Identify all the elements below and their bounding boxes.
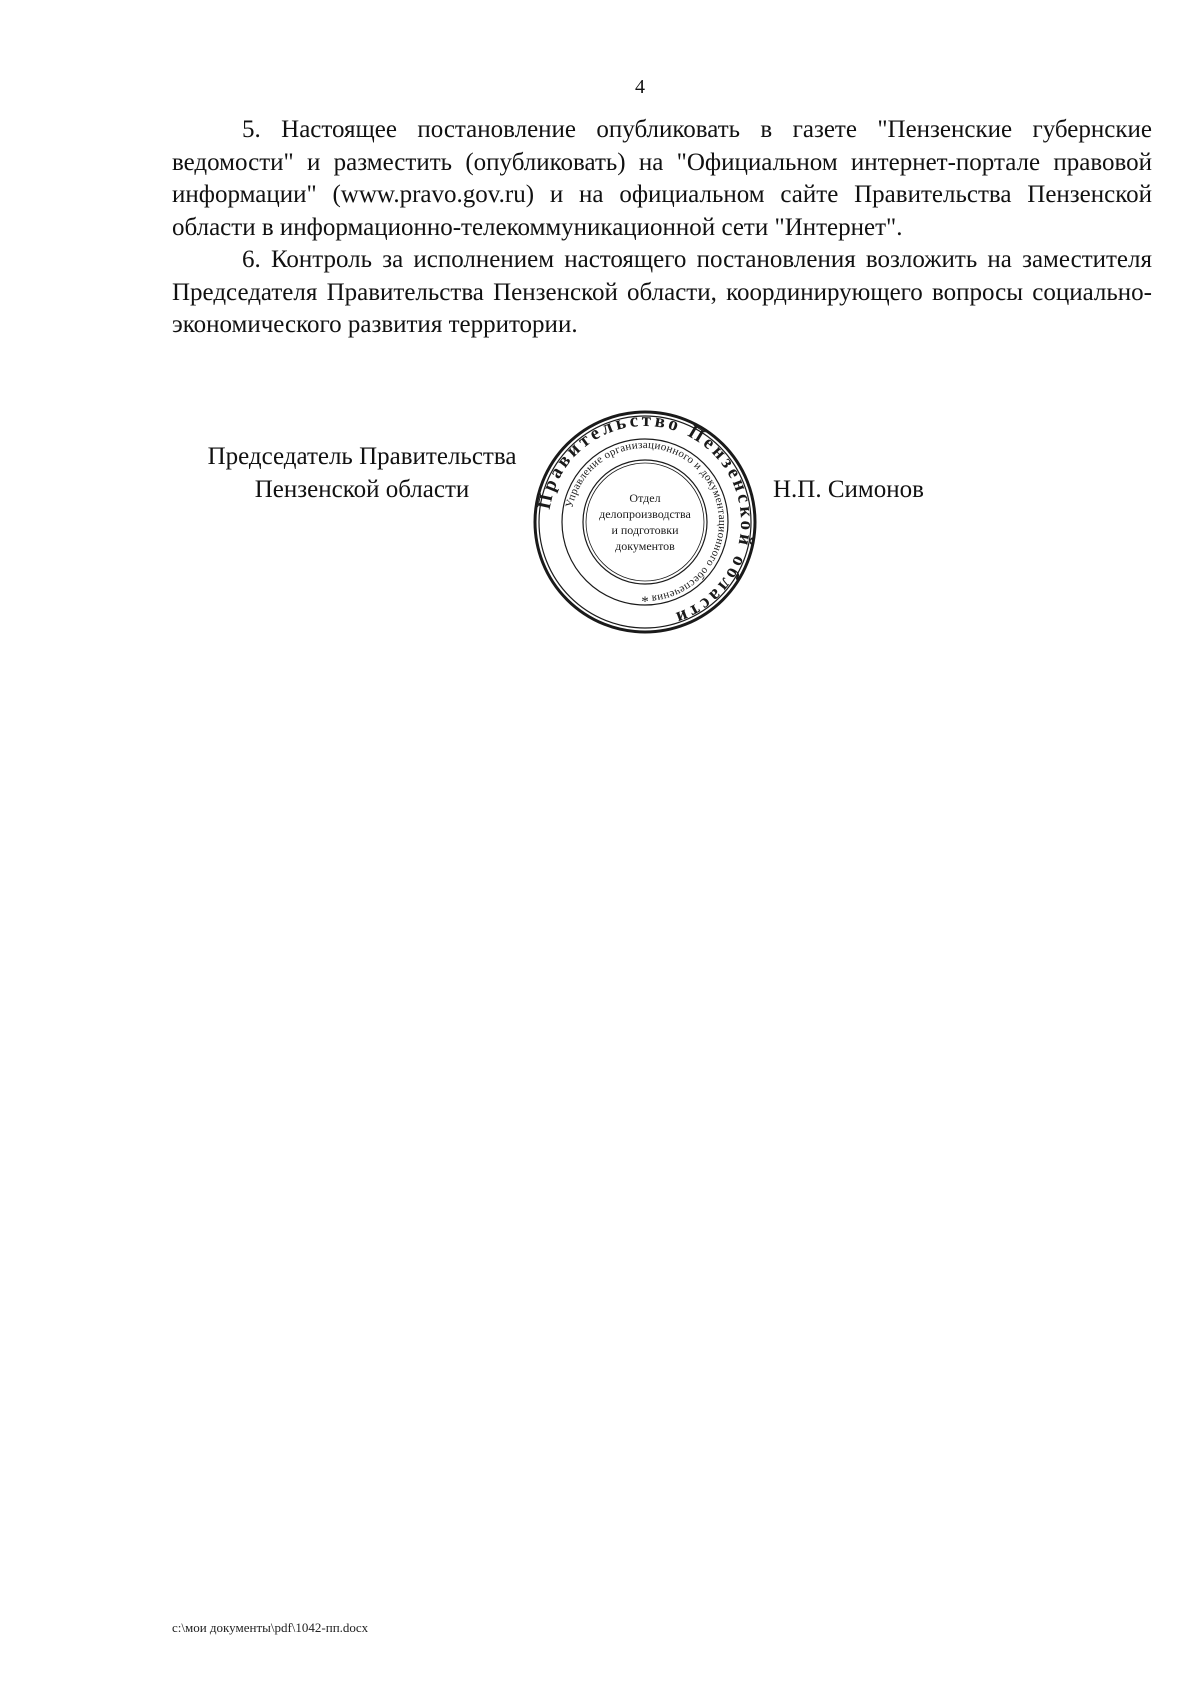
paragraph-5 (172, 114, 1152, 244)
signer-title-line-2: Пензенской области (254, 476, 470, 503)
paragraph-text: Настоящее постановление опубликовать в газете "Пензенские губернские ведомости" и разместить (опубликовать) на "Официальном интернет-портале правовой информации" (www.pravo.gov.ru) и на официальном сайте Правительства Пензенской области в информационно-телекоммуникационной сети "Интернет". (172, 116, 1153, 241)
stamp-star-icon: * (641, 594, 649, 610)
signature-block (0, 400, 1200, 640)
paragraph-number: 5. (242, 116, 261, 143)
signer-title-line-1: Председатель Правительства (207, 443, 517, 470)
paragraph-6 (172, 244, 1152, 342)
stamp-inner-ring-text: Управление организационного и документационного обеспечения (563, 438, 729, 605)
page-number: 4 (635, 76, 645, 98)
stamp-outer-text: Правительство Пензенской области (533, 409, 758, 630)
stamp-center-line-3: и подготовки (611, 523, 679, 537)
stamp-center-line-2: делопроизводства (599, 507, 691, 521)
stamp-seal-icon (530, 407, 760, 637)
stamp-center-line-1: Отдел (629, 491, 661, 505)
paragraph-text: Контроль за исполнением настоящего постановления возложить на заместителя Председателя Правительства Пензенской области, координирующего вопросы социально-экономического развития территории. (172, 246, 1152, 338)
body-text (172, 114, 1152, 342)
paragraph-number: 6. (242, 246, 261, 273)
stamp-center-line-4: документов (615, 539, 675, 553)
signer-title (182, 440, 542, 506)
signer-name: Н.П. Симонов (773, 476, 924, 503)
official-stamp (530, 407, 760, 637)
footer-file-path: c:\мои документы\pdf\1042-пп.docx (172, 1620, 369, 1635)
